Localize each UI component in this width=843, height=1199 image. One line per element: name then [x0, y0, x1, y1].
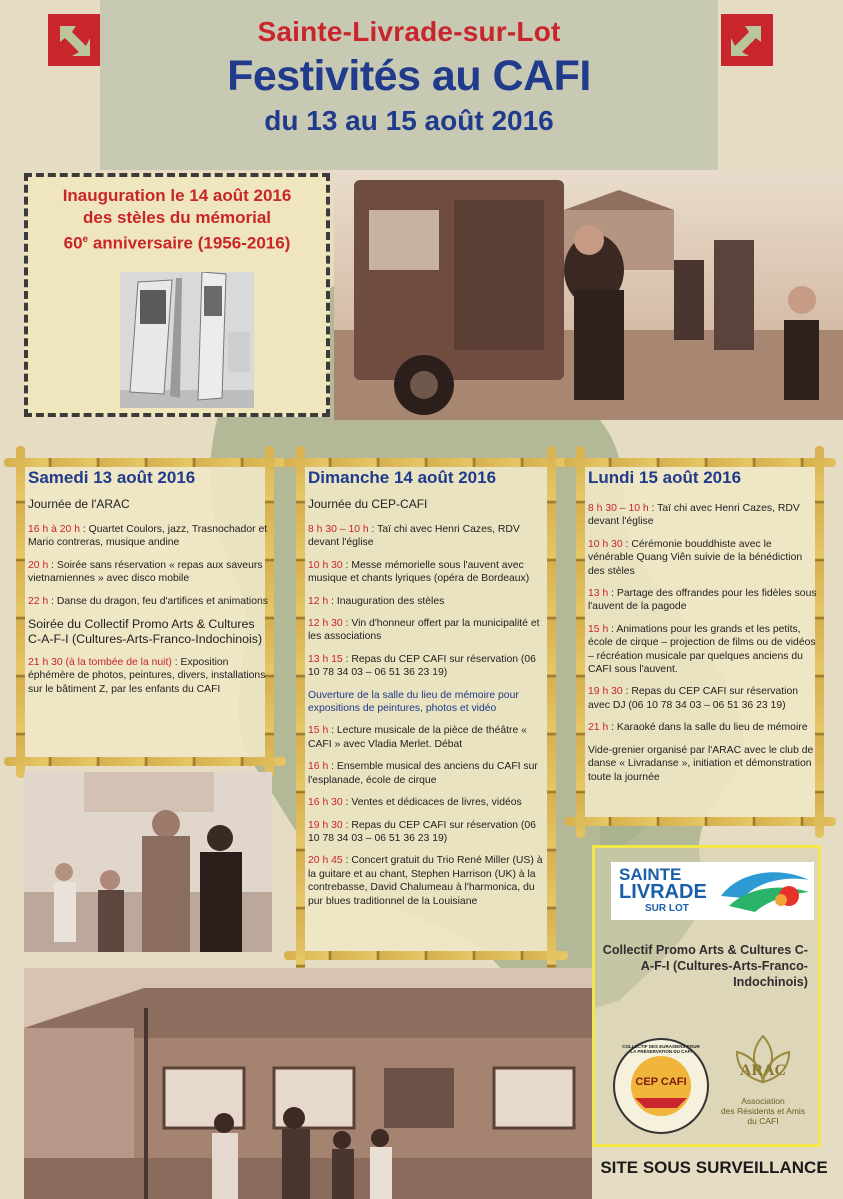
event-item: Ouverture de la salle du lieu de mémoire pour expositions de peintures, photos et vidéo — [308, 689, 519, 715]
cep-center-text: CEP CAFI — [635, 1076, 687, 1088]
historic-photo-barracks — [24, 968, 592, 1199]
logo-text-livrade: LIVRADE — [619, 881, 707, 903]
panel-samedi — [4, 446, 286, 778]
event-item: Vide-grenier organisé par l'ARAC avec le club de danse « Livradanse », initiation et démonstration toute la journée — [588, 744, 814, 783]
panel-lundi — [564, 446, 836, 838]
arrow-down-left-icon — [721, 14, 773, 66]
historic-photo-truck — [334, 170, 843, 420]
inauguration-line-2: des stèles du mémorial — [82, 208, 272, 227]
event-item: 21 h 30 (à la tombée de la nuit) : Exposition éphémère de photos, peintures, divers, installations sur le bâtiment Z, par les enfants du CAFI — [28, 657, 266, 695]
event-item: 12 h : Inauguration des stèles — [308, 595, 445, 607]
cep-ring-text: COLLECTIF DES EURASIENS POUR LA PRÉSERVATION DU CAFI — [622, 1044, 700, 1054]
logo-text-sainte: SAINTE — [619, 865, 682, 884]
event-item: 16 h à 20 h : Quartet Coulors, jazz, Trasnochador et Mario contreras, musique andine — [28, 524, 268, 549]
arrow-down-right-icon — [48, 14, 100, 66]
day-title-samedi: Samedi 13 août 2016 — [28, 468, 196, 487]
city-name: Sainte-Livrade-sur-Lot — [257, 16, 561, 47]
event-item: 16 h 30 : Ventes et dédicaces de livres, vidéos — [308, 797, 522, 809]
event-item: 19 h 30 : Repas du CEP CAFI sur réservation avec DJ (06 10 78 34 03 – 06 51 36 23 19) — [588, 686, 799, 711]
event-item: 15 h : Animations pour les grands et les petits, école de cirque – projection de films ou de vidéos – récréation musicale par quelques anciens du CAFI sous l'auvent. — [588, 623, 816, 676]
barracks-photo-image — [24, 968, 592, 1199]
arac-caption-1: Association — [741, 1096, 785, 1106]
stele-image — [120, 272, 254, 408]
site-surveillance-notice: SITE SOUS SURVEILLANCE — [600, 1158, 828, 1177]
event-item: 22 h : Danse du dragon, feu d'artifices et animations — [28, 595, 268, 607]
event-item: 10 h 30 : Cérémonie bouddhiste avec le vénérable Quang Viên suivie de la bénédiction des stèles — [588, 538, 803, 577]
day-subtitle-samedi: Journée de l'ARAC — [28, 497, 130, 511]
inauguration-line-3: 60e anniversaire (1956-2016) — [63, 233, 291, 253]
inauguration-box — [24, 173, 330, 417]
sainte-livrade-logo — [611, 862, 814, 920]
event-item: 10 h 30 : Messe mémorielle sous l'auvent avec musique et chants lyriques (opéra de Bordeaux) — [308, 559, 530, 585]
day-title-dimanche: Dimanche 14 août 2016 — [308, 468, 497, 487]
event-item: 20 h 45 : Concert gratuit du Trio René Miller (US) à la guitare et au chant, Stephen Harrison (UK) à la contrebasse, David Chalumeau à l'harmonica, du pur blues traditionnel de la Louisiane — [308, 855, 543, 907]
event-item: 8 h 30 – 10 h : Taï chi avec Henri Cazes, RDV devant l'église — [588, 503, 800, 528]
event-item: 16 h : Ensemble musical des anciens du CAFI sur l'esplanade, école de cirque — [308, 761, 538, 786]
event-item: 13 h 15 : Repas du CEP CAFI sur réservation (06 10 78 34 03 – 06 51 36 23 19) — [308, 653, 536, 679]
event-item: 20 h : Soirée sans réservation « repas aux saveurs vietnamiennes » avec disco mobile — [28, 559, 263, 585]
partners-box — [592, 845, 821, 1147]
logo-text-sur-lot: SUR LOT — [645, 903, 689, 914]
cep-cafi-logo — [613, 1038, 709, 1134]
couple-photo-image — [24, 772, 272, 952]
collectif-name: Collectif Promo Arts & Cultures C-A-F-I (Cultures-Arts-Franco-Indochinois) — [602, 943, 808, 989]
event-item: 21 h : Karaoké dans la salle du lieu de mémoire — [588, 722, 808, 734]
header — [100, 0, 718, 170]
event-item: 15 h : Lecture musicale de la pièce de théâtre « CAFI » avec Vladia Merlet. Débat — [308, 725, 527, 750]
event-item: 13 h : Partage des offrandes pour les fidèles sous l'auvent de la pagode — [588, 588, 817, 613]
event-item: 19 h 30 : Repas du CEP CAFI sur réservation (06 10 78 34 03 – 06 51 36 23 19) — [308, 819, 536, 844]
historic-photo-couple — [24, 772, 272, 952]
panel-dimanche — [284, 446, 568, 972]
event-item: Soirée du Collectif Promo Arts & Cultures C-A-F-I (Cultures-Arts-Franco-Indochinois) — [28, 617, 263, 647]
river-swoosh-icon — [719, 866, 811, 916]
event-dates: du 13 au 15 août 2016 — [264, 105, 554, 136]
event-item: 8 h 30 – 10 h : Taï chi avec Henri Cazes, RDV devant l'église — [308, 524, 520, 549]
event-item: 12 h 30 : Vin d'honneur offert par la municipalité et les associations — [308, 618, 540, 643]
arac-caption-2: des Résidents et Amis — [720, 1106, 806, 1116]
arac-mark-text: ARAC — [739, 1062, 787, 1079]
day-subtitle-dimanche: Journée du CEP-CAFI — [308, 497, 428, 511]
inauguration-line-1: Inauguration le 14 août 2016 — [62, 186, 292, 205]
arac-caption-3: du CAFI — [747, 1116, 779, 1126]
inauguration-title — [28, 185, 326, 255]
page-title: Festivités au CAFI — [227, 52, 591, 100]
day-title-lundi: Lundi 15 août 2016 — [588, 468, 742, 487]
corner-arrow-left — [48, 14, 100, 66]
corner-arrow-right — [721, 14, 773, 66]
truck-photo-image — [334, 170, 843, 420]
memorial-steles-image — [120, 272, 254, 408]
arac-logo — [719, 1034, 807, 1134]
